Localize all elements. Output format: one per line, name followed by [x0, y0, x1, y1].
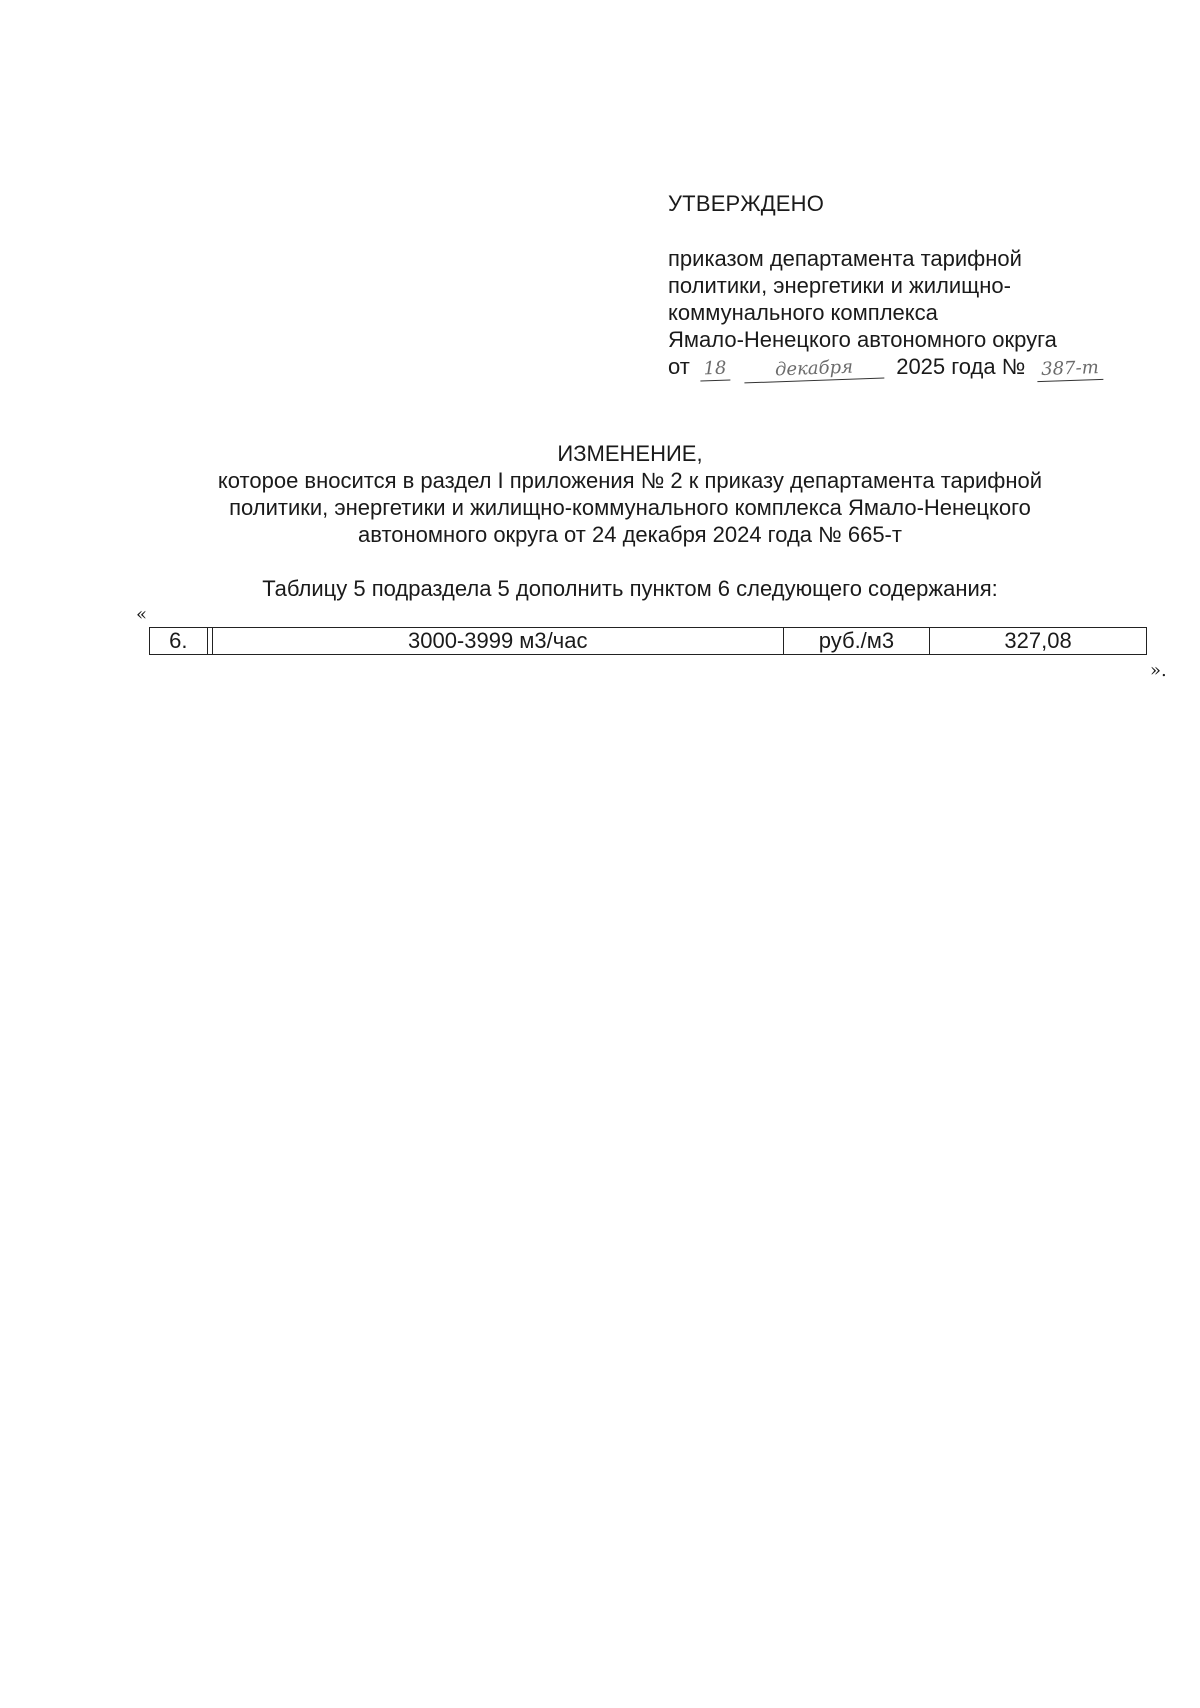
heading-line: автономного округа от 24 декабря 2024 года № 665-т: [358, 522, 902, 547]
value-cell: 327,08: [930, 628, 1147, 655]
date-prefix: от: [668, 354, 690, 379]
approval-date-line: [668, 353, 1138, 381]
closing-quote: ».: [1150, 660, 1167, 681]
approval-line: коммунального комплекса: [668, 300, 938, 325]
handwritten-order-number: 387-т: [1037, 357, 1104, 382]
table-row: [150, 628, 1147, 655]
instruction-text: Таблицу 5 подраздела 5 дополнить пунктом 6 следующего содержания:: [262, 576, 998, 601]
approval-title: УТВЕРЖДЕНО: [668, 191, 825, 216]
heading-line: которое вносится в раздел I приложения № 2 к приказу департамента тарифной: [217, 468, 1043, 493]
approval-line: приказом департамента тарифной: [668, 246, 1022, 271]
handwritten-day: 18: [700, 357, 731, 381]
approval-line: Ямало-Ненецкого автономного округа: [668, 327, 1057, 352]
date-year-text: 2025 года №: [896, 354, 1026, 379]
approval-line: политики, энергетики и жилищно-: [668, 273, 1011, 298]
opening-quote: «: [136, 604, 148, 625]
unit-cell: руб./м3: [783, 628, 929, 655]
row-number-cell: 6.: [150, 628, 208, 655]
range-cell: 3000-3999 м3/час: [212, 628, 783, 655]
heading-line: политики, энергетики и жилищно-коммунального комплекса Ямало-Ненецкого: [229, 495, 1031, 520]
heading-title: ИЗМЕНЕНИЕ,: [557, 441, 703, 466]
tariff-table: [149, 627, 1147, 655]
handwritten-month: декабря: [744, 356, 885, 384]
approval-block: [668, 190, 1138, 381]
document-heading: [150, 440, 1110, 548]
